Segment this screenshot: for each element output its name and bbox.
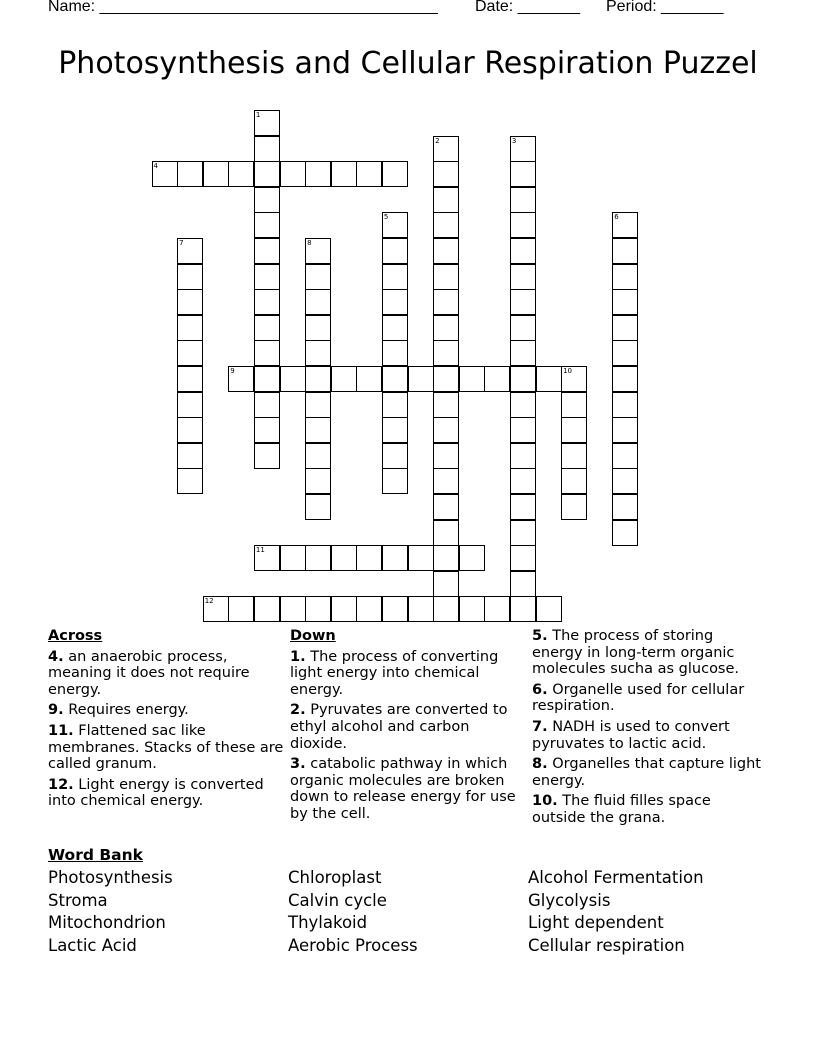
crossword-cell[interactable] [305, 392, 331, 418]
crossword-cell[interactable] [177, 392, 203, 418]
crossword-cell[interactable] [228, 366, 254, 392]
across-clue-4: 4. an anaerobic process, meaning it does not require energy. [48, 648, 250, 698]
crossword-cell[interactable] [382, 340, 408, 366]
down-clues-column-2 [532, 628, 768, 831]
crossword-cell[interactable] [254, 212, 280, 238]
crossword-cell[interactable] [433, 238, 459, 264]
crossword-cell[interactable] [356, 161, 382, 187]
crossword-cell[interactable] [254, 161, 280, 187]
crossword-cell[interactable] [305, 417, 331, 443]
crossword-cell[interactable] [510, 571, 536, 597]
crossword-cell[interactable] [254, 340, 280, 366]
crossword-cell[interactable] [510, 366, 536, 392]
crossword-cell[interactable] [433, 161, 459, 187]
crossword-cell[interactable] [510, 289, 536, 315]
crossword-cell[interactable] [561, 366, 587, 392]
crossword-cell[interactable] [305, 443, 331, 469]
clue-number-label: 2 [435, 136, 440, 145]
down-clue-7: 7. NADH is used to convert pyruvates to lactic acid. [532, 718, 730, 752]
crossword-cell[interactable] [254, 264, 280, 290]
period-field-label[interactable]: Period: _______ [606, 0, 724, 15]
crossword-cell[interactable] [177, 289, 203, 315]
crossword-cell[interactable] [408, 366, 434, 392]
word-bank-item: Cellular respiration [528, 935, 685, 955]
crossword-cell[interactable] [382, 443, 408, 469]
crossword-cell[interactable] [510, 468, 536, 494]
word-bank-item: Aerobic Process [288, 935, 418, 955]
crossword-cell[interactable] [254, 136, 280, 162]
crossword-cell[interactable] [382, 366, 408, 392]
crossword-cell[interactable] [510, 392, 536, 418]
crossword-cell[interactable] [382, 264, 408, 290]
word-bank-item: Calvin cycle [288, 890, 387, 910]
clue-number-label: 12 [204, 597, 214, 606]
crossword-cell[interactable] [254, 110, 280, 136]
crossword-cell[interactable] [561, 468, 587, 494]
crossword-cell[interactable] [408, 596, 434, 622]
word-bank-column-2 [288, 867, 418, 957]
down-clue-1: 1. The process of converting light energy into chemical energy. [290, 648, 499, 698]
clue-number-label: 11 [255, 546, 265, 555]
crossword-cell[interactable] [510, 264, 536, 290]
crossword-cell[interactable] [305, 238, 331, 264]
across-clues [48, 628, 284, 814]
crossword-cell[interactable] [228, 596, 254, 622]
crossword-cell[interactable] [280, 545, 306, 571]
clue-number-label: 7 [179, 239, 184, 247]
down-clue-10: 10. The fluid filles space outside the grana. [532, 793, 711, 826]
clue-number-label: 9 [230, 367, 235, 375]
crossword-cell[interactable] [254, 545, 280, 571]
crossword-cell[interactable] [280, 161, 306, 187]
crossword-cell[interactable] [433, 392, 459, 418]
crossword-cell[interactable] [177, 443, 203, 469]
crossword-cell[interactable] [382, 212, 408, 238]
crossword-cell[interactable] [510, 212, 536, 238]
word-bank-item: Lactic Acid [48, 935, 137, 955]
crossword-cell[interactable] [177, 238, 203, 264]
across-clue-11: 11. Flattened sac like membranes. Stacks of these are called granum. [48, 722, 284, 773]
crossword-cell[interactable] [382, 545, 408, 571]
crossword-cell[interactable] [356, 545, 382, 571]
crossword-cell[interactable] [433, 340, 459, 366]
crossword-cell[interactable] [305, 264, 331, 290]
crossword-cell[interactable] [612, 315, 638, 341]
clue-number-label: 4 [153, 162, 158, 171]
crossword-cell[interactable] [510, 187, 536, 213]
down-clue-2: 2. Pyruvates are converted to ethyl alcohol and carbon dioxide. [290, 702, 508, 752]
crossword-cell[interactable] [612, 264, 638, 290]
crossword-cell[interactable] [612, 212, 638, 238]
word-bank-item: Light dependent [528, 913, 664, 933]
crossword-cell[interactable] [510, 596, 536, 622]
crossword-cell[interactable] [561, 417, 587, 443]
crossword-cell[interactable] [433, 136, 459, 162]
crossword-cell[interactable] [433, 443, 459, 469]
crossword-cell[interactable] [254, 187, 280, 213]
crossword-cell[interactable] [459, 596, 485, 622]
crossword-cell[interactable] [433, 494, 459, 520]
crossword-cell[interactable] [433, 366, 459, 392]
across-clue-12: 12. Light energy is converted into chemical energy. [48, 776, 264, 810]
word-bank-column-1 [48, 867, 173, 957]
clue-number-label: 10 [563, 367, 573, 375]
crossword-cell[interactable] [177, 417, 203, 443]
down-heading: Down [290, 628, 336, 644]
crossword-cell[interactable] [536, 596, 562, 622]
name-field-label[interactable]: Name: ______________________________________ [48, 0, 438, 15]
crossword-cell[interactable] [305, 545, 331, 571]
clue-number-label: 5 [383, 213, 389, 222]
date-field-label[interactable]: Date: _______ [475, 0, 580, 15]
crossword-cell[interactable] [305, 468, 331, 494]
crossword-cell[interactable] [433, 187, 459, 213]
crossword-cell[interactable] [331, 161, 357, 187]
crossword-cell[interactable] [484, 366, 510, 392]
crossword-cell[interactable] [459, 366, 485, 392]
crossword-cell[interactable] [177, 315, 203, 341]
down-clue-3: 3. catabolic pathway in which organic molecules are broken down to release energy for use by the cell. [290, 756, 516, 822]
crossword-cell[interactable] [382, 392, 408, 418]
crossword-cell[interactable] [228, 161, 254, 187]
crossword-cell[interactable] [612, 468, 638, 494]
crossword-cell[interactable] [254, 315, 280, 341]
word-bank-item: Chloroplast [288, 868, 382, 887]
crossword-cell[interactable] [382, 238, 408, 264]
crossword-cell[interactable] [433, 468, 459, 494]
crossword-cell[interactable] [510, 238, 536, 264]
crossword-cell[interactable] [612, 520, 638, 546]
crossword-cell[interactable] [433, 417, 459, 443]
crossword-cell[interactable] [433, 596, 459, 622]
crossword-cell[interactable] [561, 494, 587, 520]
crossword-cell[interactable] [510, 443, 536, 469]
crossword-cell[interactable] [254, 238, 280, 264]
across-heading: Across [48, 628, 103, 644]
crossword-cell[interactable] [433, 289, 459, 315]
crossword-cell[interactable] [305, 596, 331, 622]
crossword-cell[interactable] [510, 315, 536, 341]
word-bank-heading: Word Bank [48, 846, 143, 864]
crossword-cell[interactable] [510, 340, 536, 366]
crossword-cell[interactable] [433, 545, 459, 571]
crossword-cell[interactable] [331, 366, 357, 392]
crossword-cell[interactable] [305, 315, 331, 341]
crossword-cell[interactable] [280, 366, 306, 392]
crossword-cell[interactable] [433, 520, 459, 546]
word-bank-item: Thylakoid [288, 913, 368, 933]
word-bank-item: Alcohol Fermentation [528, 868, 704, 887]
crossword-cell[interactable] [484, 596, 510, 622]
crossword-cell[interactable] [203, 596, 229, 622]
crossword-cell[interactable] [280, 596, 306, 622]
crossword-cell[interactable] [433, 264, 459, 290]
crossword-cell[interactable] [510, 545, 536, 571]
word-bank-item: Photosynthesis [48, 868, 173, 887]
crossword-cell[interactable] [254, 366, 280, 392]
clue-number-label: 1 [255, 111, 261, 119]
crossword-cell[interactable] [305, 340, 331, 366]
crossword-cell[interactable] [561, 392, 587, 418]
clue-number-label: 8 [307, 239, 312, 247]
crossword-cell[interactable] [510, 136, 536, 162]
crossword-cell[interactable] [177, 366, 203, 392]
crossword-cell[interactable] [254, 443, 280, 469]
crossword-cell[interactable] [612, 443, 638, 469]
crossword-cell[interactable] [382, 161, 408, 187]
crossword-cell[interactable] [433, 571, 459, 597]
crossword-cell[interactable] [177, 340, 203, 366]
crossword-cell[interactable] [536, 366, 562, 392]
crossword-cell[interactable] [510, 161, 536, 187]
crossword-cell[interactable] [382, 315, 408, 341]
crossword-cell[interactable] [356, 596, 382, 622]
across-clue-9: 9. Requires energy. [48, 702, 189, 719]
crossword-cell[interactable] [510, 417, 536, 443]
crossword-cell[interactable] [612, 494, 638, 520]
crossword-cell[interactable] [612, 238, 638, 264]
word-bank-item: Glycolysis [528, 890, 611, 910]
crossword-cell[interactable] [433, 315, 459, 341]
crossword-cell[interactable] [510, 494, 536, 520]
crossword-cell[interactable] [612, 340, 638, 366]
crossword-cell[interactable] [408, 545, 434, 571]
down-clue-8: 8. Organelles that capture light energy. [532, 756, 761, 789]
clue-number-label: 6 [614, 213, 619, 222]
clue-number-label: 3 [511, 136, 517, 145]
crossword-cell[interactable] [331, 596, 357, 622]
crossword-cell[interactable] [510, 520, 536, 546]
crossword-cell[interactable] [612, 417, 638, 443]
crossword-cell[interactable] [177, 468, 203, 494]
crossword-cell[interactable] [203, 161, 229, 187]
crossword-cell[interactable] [152, 161, 178, 187]
crossword-cell[interactable] [254, 392, 280, 418]
crossword-cell[interactable] [433, 212, 459, 238]
crossword-cell[interactable] [305, 161, 331, 187]
crossword-cell[interactable] [356, 366, 382, 392]
word-bank-column-3 [528, 867, 704, 957]
crossword-cell[interactable] [331, 545, 357, 571]
crossword-cell[interactable] [459, 545, 485, 571]
crossword-cell[interactable] [177, 161, 203, 187]
down-clue-5: 5. The process of storing energy in long-term organic molecules sucha as glucose. [532, 628, 740, 678]
word-bank-item: Mitochondrion [48, 913, 166, 933]
crossword-cell[interactable] [305, 494, 331, 520]
crossword-cell[interactable] [561, 443, 587, 469]
crossword-cell[interactable] [177, 264, 203, 290]
crossword-cell[interactable] [382, 289, 408, 315]
crossword-cell[interactable] [254, 417, 280, 443]
page-title: Photosynthesis and Cellular Respiration Puzzel [58, 46, 758, 81]
crossword-cell[interactable] [382, 417, 408, 443]
crossword-cell[interactable] [612, 289, 638, 315]
down-clue-6: 6. Organelle used for cellular respiration. [532, 681, 745, 715]
crossword-cell[interactable] [382, 468, 408, 494]
word-bank-item: Stroma [48, 890, 108, 910]
crossword-cell[interactable] [254, 289, 280, 315]
crossword-cell[interactable] [305, 289, 331, 315]
crossword-cell[interactable] [254, 596, 280, 622]
crossword-cell[interactable] [612, 366, 638, 392]
crossword-cell[interactable] [305, 366, 331, 392]
crossword-cell[interactable] [382, 596, 408, 622]
crossword-cell[interactable] [612, 392, 638, 418]
down-clues-column-1 [290, 628, 526, 827]
